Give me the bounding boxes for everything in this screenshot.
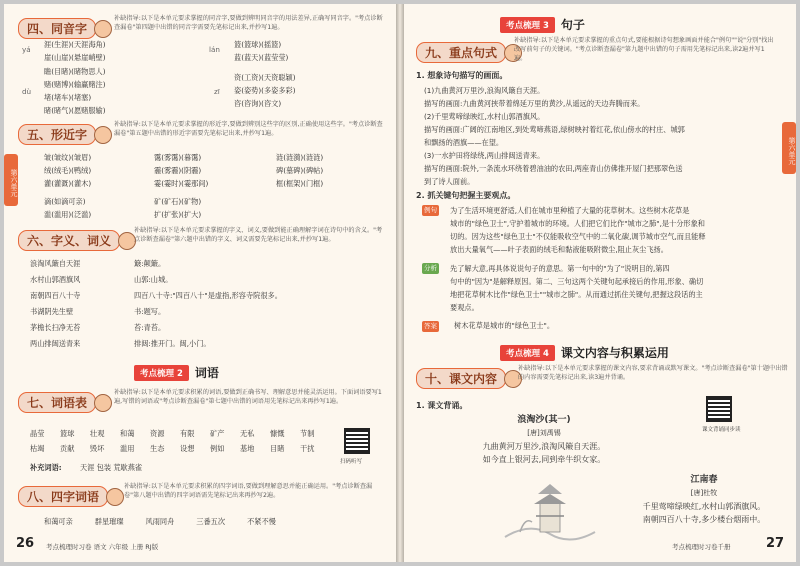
idiom-word: 不紧不慢: [247, 517, 276, 526]
poem-line: 南朝四百八十寺,多少楼台烟雨中。: [642, 515, 766, 524]
section-title: 九、重点句式: [416, 42, 506, 63]
text-line: 地把花草树木比作"绿色卫士""城市之肺"。从而通过抓住关键句,把握这段话的主: [450, 290, 703, 299]
vocab-word: 贡献: [60, 444, 75, 453]
book-spine: [396, 4, 404, 562]
text-line: 城市的"绿色卫士",守护着城市的环境。人们把它们比作"城市之肺",是十分形象和: [450, 219, 705, 228]
text-line: 放出大量氧气——叶子表面的绒毛和黏液能吸附微尘,阻止灰尘飞扬。: [450, 245, 668, 254]
qr-code-icon[interactable]: [344, 428, 370, 454]
text-line: 描写的画面:院外,一条流水环绕着碧油油的农田,两座青山仿佛推开屋门把那翠色送: [424, 164, 683, 173]
poem-title: 浪淘沙(其一): [517, 415, 571, 425]
vocab-word: 干扰: [300, 444, 315, 453]
homophone-item: 咨(咨询)(咨文): [234, 99, 282, 108]
vocab-word: 滥用: [120, 444, 135, 453]
vocab-word: 例如: [210, 444, 225, 453]
vocab-word: 基地: [240, 444, 255, 453]
similar-char-item: 框(框架)(门框): [276, 179, 324, 188]
example-label: 例句: [424, 206, 437, 214]
text-line: 到了诗人面前。: [424, 177, 475, 186]
recite-heading: 1. 课文背诵。: [416, 401, 468, 410]
vocab-word: 枯竭: [30, 444, 45, 453]
text-line: (3)一水护田将绿绕,两山排闼送青来。: [424, 151, 545, 160]
word-grid: [30, 428, 330, 454]
section-title: 六、字义、词义: [18, 230, 120, 251]
poem-line: 九曲黄河万里沙,浪淘风簸自天涯。: [482, 442, 606, 451]
qr-code-icon[interactable]: [706, 396, 732, 422]
section-word-list-header: [18, 392, 112, 413]
poem-line: 千里莺啼绿映红,水村山郭酒旗风。: [642, 502, 766, 511]
text-line: (2)千里莺啼绿映红,水村山郭酒旗风。: [424, 112, 545, 121]
similar-char-item: 灌(灌溉)(灌木): [44, 179, 92, 188]
poem-line: 如今直上银河去,同到牵牛织女家。: [482, 455, 606, 464]
knowledge-banner-sentences: [500, 16, 585, 33]
idiom-word: 风雨同舟: [145, 517, 175, 526]
similar-char-item: 扩(扩张)(扩大): [154, 210, 202, 219]
vocab-word: 晶莹: [30, 429, 45, 438]
banner-tag: 考点梳理 2: [134, 365, 189, 381]
tip-text: 补缺指导:以下是本单元要求积累的词语,要做到正确书写、理解意思并能灵活运用。下面词语要写1遍,写错的词语或"考点诊断查漏卷"第七题中出错的词语用先笔标记出来再抄写1遍。: [114, 389, 382, 405]
pinyin: zī: [214, 87, 220, 96]
vocab-word: 毁坏: [90, 444, 105, 453]
section-homophones-header: [18, 18, 112, 39]
right-page: [404, 4, 796, 562]
similar-char-item: 霾(雾霾)(阴霾): [154, 166, 202, 175]
text-line: 句中的"因为"是解释原因。第二、三句这两个关键句起承接后的作用,形象、确切: [450, 277, 704, 286]
vocab-word: 篮球: [60, 429, 75, 438]
text-line: 要观点。: [450, 303, 479, 312]
answer-label-wrap: [422, 320, 442, 332]
section-title: 十、课文内容: [416, 368, 506, 389]
poem-langtaosha: [444, 414, 644, 466]
example-text: [450, 204, 706, 256]
poem-jiangnanchun: [614, 474, 794, 526]
banner-title: 句子: [560, 18, 585, 32]
pinyin: yá: [22, 45, 31, 54]
homophone-item: 睹(睹气)(愿赌服输): [44, 106, 106, 115]
vocab-word: 设想: [180, 444, 195, 453]
similar-char-item: 皱(皱纹)(皱眉): [44, 153, 92, 162]
vocab-word: 目睹: [270, 444, 285, 453]
student-avatar-icon: [94, 126, 112, 144]
section-text-content-header: [416, 368, 522, 389]
section-title: 七、词语表: [18, 392, 96, 413]
homophone-item: 赌(赌博)(输赢赌注): [44, 80, 106, 89]
banner-tag: 考点梳理 4: [500, 345, 555, 361]
pagoda-illustration-icon: [500, 472, 600, 542]
text-line: (1)九曲黄河万里沙,浪淘风簸自天涯。: [424, 86, 545, 95]
left-page: [4, 4, 396, 562]
meaning-value: 排闼:推开门。闼,小门。: [134, 339, 211, 348]
student-avatar-icon: [94, 394, 112, 412]
question-heading: 1. 想象诗句描写的画面。: [416, 71, 508, 80]
pinyin: lán: [209, 45, 220, 54]
tip-text: 补缺指导:以下是本单元要求掌握的课文内容,要求背诵或默写课文。"考点诊断查漏卷"第十题中出错的内容需要先笔标记出来,读3遍并背诵。: [518, 365, 788, 381]
section-similar-chars-header: [18, 124, 112, 145]
tip-text: 补缺指导:以下是本单元要求掌握的同音字,要做到辨明同音字的用法差异,正确写同音字。"考点诊断查漏卷"第四题中出错的同音字需要先笔标记出来,并抄写1遍。: [114, 15, 383, 31]
pinyin: dù: [22, 87, 32, 96]
vocab-word: 资源: [150, 429, 165, 438]
meaning-value: 簸:颠簸。: [134, 259, 166, 268]
section-meanings-header: [18, 230, 136, 251]
homophone-item: 蓝(蓝天)(蓝莹莹): [234, 53, 289, 62]
idiom-list: [44, 516, 276, 527]
homophone-item: 瞻(目睹)(睹物思人): [44, 67, 106, 76]
vocab-word: 矿产: [210, 429, 225, 438]
analysis-label: 分析: [424, 264, 437, 272]
poem-author: [唐]杜牧: [690, 489, 718, 497]
similar-char-item: 矿(矿石)(矿物): [154, 197, 202, 206]
homophone-item: 崖(山崖)(悬崖峭壁): [44, 53, 106, 62]
unit-side-tab: 第六单元: [782, 122, 796, 174]
extra-words: 天涯 包装 荒歇燕雀: [80, 463, 143, 472]
tip-text: 补缺指导:以下是本单元要求掌握的形近字,要做到辨别这些字的区别,正确使用这些字。"考点诊断查漏卷"第五题中出错的形近字需要先笔标记出来,并抄写1遍。: [114, 121, 383, 137]
text-line: 先了解大意,再具体说说句子的意思。第一句中的"为了"说明目的,第四: [450, 264, 670, 273]
vocab-word: 无私: [240, 429, 255, 438]
similar-char-item: 绒(绒毛)(鸭绒): [44, 166, 92, 175]
meaning-key: 茅檐长扫净无苔: [30, 323, 81, 332]
text-line: 描写的画面:广阔的江南地区,到处莺啼燕语,绿树映衬着红花,依山傍水的村庄、城郭: [424, 125, 685, 134]
meaning-key: 两山排闼送青来: [30, 339, 81, 348]
meaning-key: 南朝四百八十寺: [30, 291, 81, 300]
vocab-word: 生态: [150, 444, 165, 453]
page-footer: 考点梳理时习卷千册: [672, 543, 731, 551]
similar-char-item: 滥(滥用)(泛滥): [44, 210, 92, 219]
section-key-sentences-header: [416, 42, 522, 63]
text-line: 描写的画面:九曲黄河挟带着绵延万里的黄沙,从遥远的天边奔腾而来。: [424, 99, 645, 108]
similar-char-item: 滴(如滴可亲): [44, 197, 86, 206]
meaning-value: 苔:青苔。: [134, 323, 166, 332]
page-number: 27: [766, 536, 785, 551]
knowledge-banner-content: [500, 344, 669, 361]
section-title: 四、同音字: [18, 18, 96, 39]
section-idioms-header: [18, 486, 124, 507]
student-avatar-icon: [94, 20, 112, 38]
vocab-word: 节制: [300, 429, 315, 438]
page-number: 26: [16, 536, 35, 551]
meaning-value: 四百八十寺:"四百八十"是虚指,形容寺院很多。: [134, 291, 282, 300]
question-heading: 2. 抓关键句把握主要观点。: [416, 191, 516, 200]
analysis-label-wrap: [422, 262, 442, 274]
analysis-text: [450, 262, 703, 314]
text-line: 切的。因为这些"绿色卫士"不仅能吸收空气中的二氧化碳,调节城市空气,而且能释: [450, 232, 706, 241]
section-title: 五、形近字: [18, 124, 96, 145]
meaning-key: 水村山郭酒旗风: [30, 275, 81, 284]
poem-author: [唐]刘禹锡: [527, 429, 561, 437]
meaning-value: 书:题写。: [134, 307, 166, 316]
vocab-word: 和蔼: [120, 429, 135, 438]
tip-text: 补缺指导:以下是本单元要求掌握的重点句式,要能根据诗句想象画面并能合"例句""说"分别"找出改写前句子的关键词。"考点诊断查漏卷"第九题中出错的句子需用先笔标记出来,读2遍并写1遍。: [514, 37, 774, 62]
idiom-word: 和蔼可亲: [44, 517, 73, 526]
similar-char-item: 碑(墓碑)(碑帖): [276, 166, 324, 175]
unit-side-tab: 第六单元: [4, 154, 18, 206]
idiom-word: 三番五次: [196, 517, 226, 526]
similar-char-item: 涟(涟漪)(涟涟): [276, 153, 324, 162]
page-footer: 考点梳理时习卷 语文 六年级 上册 RJ版: [46, 543, 159, 551]
question-1-list: [424, 84, 685, 188]
qr-label: 课文背诵同步读: [702, 427, 741, 433]
homophone-item: 堵(堵车)(堵塞): [44, 93, 92, 102]
student-avatar-icon: [106, 488, 124, 506]
idiom-word: 群星璀璨: [94, 517, 124, 526]
homophone-item: 涯(生涯)(天涯海角): [44, 40, 106, 49]
text-line: 为了生活环境更舒适,人们在城市里种植了大量的花草树木。这些树木花草是: [450, 206, 690, 215]
homophone-item: 资(工资)(天资聪颖): [234, 73, 296, 82]
knowledge-banner-words: [134, 364, 219, 381]
vocab-word: 慷慨: [270, 429, 285, 438]
extra-words-label: 补充词语:: [30, 463, 62, 472]
vocab-word: 有限: [180, 429, 195, 438]
poem-title: 江南春: [690, 475, 718, 485]
meaning-key: 浪淘风簸自天涯: [30, 259, 81, 268]
banner-tag: 考点梳理 3: [500, 17, 555, 33]
qr-label: 扫码听写: [340, 459, 363, 465]
example-label-wrap: [422, 204, 442, 216]
tip-text: 补缺指导:以下是本单元要求掌握的字义、词义,要做到能正确理解字词在诗句中的含义。"考点诊断查漏卷"第六题中出错的字义、词义需要先笔标记出来,并抄写1遍。: [134, 227, 383, 243]
answer-text: 树木花草是城市的"绿色卫士"。: [454, 321, 555, 330]
meaning-value: 山郭:山城。: [134, 275, 173, 284]
banner-title: 词语: [194, 366, 219, 380]
similar-char-item: 霎(霎时)(霎那间): [154, 179, 209, 188]
vocab-word: 壮观: [90, 429, 105, 438]
similar-char-item: 霭(雾霭)(暮霭): [154, 153, 202, 162]
meaning-key: 书湖阴先生壁: [30, 307, 74, 316]
banner-title: 课文内容与积累运用: [560, 346, 669, 360]
homophone-item: 姿(姿势)(多姿多彩): [234, 86, 296, 95]
text-line: 和飘扬的酒旗——在望。: [424, 138, 504, 147]
tip-text: 补缺指导:以下是本单元要求积累的四字词语,要做到理解意思并能正确运用。"考点诊断查漏卷"第八题中出错的四字词语需先笔标记出来再抄写2遍。: [124, 483, 373, 499]
answer-label: 答案: [424, 322, 437, 330]
homophone-item: 篮(篮球)(摇篮): [234, 40, 282, 49]
section-title: 八、四字词语: [18, 486, 108, 507]
